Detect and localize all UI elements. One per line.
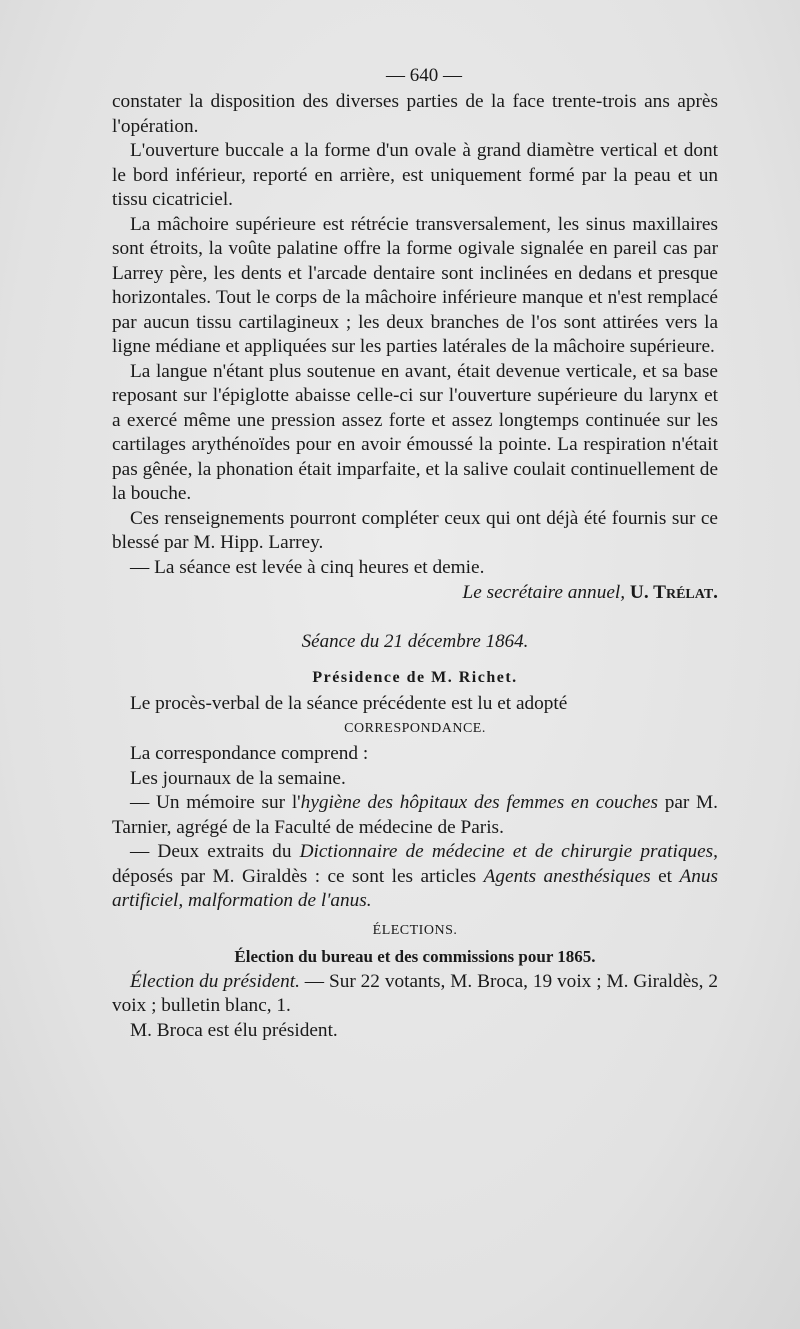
extraits-text-b: , déposés par M. Giraldès : ce sont les articles — [112, 841, 718, 887]
page-number: — 640 — — [386, 65, 462, 86]
seance-title: Séance du 21 décembre 1864. — [301, 630, 529, 652]
signature — [112, 581, 718, 606]
correspondance-heading: CORRESPONDANCE. — [344, 721, 486, 736]
paragraph-renseignements: Ces renseignements pourront compléter ceux qui ont déjà été fournis sur ce blessé par M. Hipp. Larrey. — [112, 507, 718, 553]
paragraph-continuation: constater la disposition des diverses parties de la face trente-trois ans après l'opération. — [112, 91, 718, 137]
extraits-article-2: Anus artificiel, malformation de l'anus. — [112, 865, 718, 911]
memoire-title: hygiène des hôpitaux des femmes en couches — [300, 792, 658, 813]
paragraph-machoire: La mâchoire supérieure est rétrécie transversalement, les sinus maxillaires sont étroits, la voûte palatine offre la forme ogivale signalée en pareil cas par Larrey père, les dents et l'arcade dentaire sont inclinées en dedans et presque horizontales. Tout le corps de la mâchoire inférieure manque et n'est remplacé par aucun tissu cartilagineux ; les deux branches de l'os sont attirées vers la ligne médiane et appliquées sur les parties latérales de la mâchoire supérieure. — [112, 213, 718, 357]
correspondance-memoire — [112, 791, 718, 840]
extraits-text-a: — Deux extraits du — [130, 841, 300, 862]
paragraph-ouverture-buccale: L'ouverture buccale a la forme d'un ovale à grand diamètre vertical et dont le bord inférieur, reporté en arrière, est uniquement formé par la peau et un tissu cicatriciel. — [112, 140, 718, 210]
elections-subheading: Élection du bureau et des commissions pour 1865. — [234, 946, 596, 966]
memoire-text-a: — Un mémoire sur l' — [130, 792, 301, 813]
election-president-label: Élection du président. — [130, 970, 300, 992]
paragraph-seance-levee: — La séance est levée à cinq heures et demie. — [130, 556, 485, 578]
paragraph-langue: La langue n'étant plus soutenue en avant, était devenue verticale, et sa base reposant sur l'épiglotte abaisse celle-ci sur l'ouverture supérieure du larynx et a exercé même une pression assez forte et assez longtemps continuée sur les cartilages arythénoïdes pour en avoir émoussé la pointe. La respiration n'était pas gênée, la phonation était imparfaite, et la salive coulait continuellement de la bouche. — [112, 360, 718, 504]
page-content — [112, 62, 718, 1043]
correspondance-extraits — [112, 840, 718, 914]
extraits-dictionary-title: Dictionnaire de médecine et de chirurgie pratiques — [299, 841, 714, 862]
paragraph-proces-verbal: Le procès-verbal de la séance précédente est lu et adopté — [130, 692, 568, 714]
election-result: M. Broca est élu président. — [130, 1019, 338, 1041]
signature-title: Le secrétaire annuel, — [462, 582, 626, 603]
elections-heading: ÉLECTIONS. — [372, 922, 458, 938]
signature-name: U. Trélat. — [629, 582, 718, 603]
correspondance-intro: La correspondance comprend : — [130, 743, 369, 764]
extraits-article-1: Agents anesthésiques — [483, 865, 651, 887]
extraits-text-c: et — [650, 865, 680, 887]
election-president — [112, 970, 718, 1019]
memoire-text-b: par M. Tarnier, agrégé de la Faculté de médecine de Paris. — [112, 792, 718, 838]
correspondance-journaux: Les journaux de la semaine. — [130, 767, 346, 789]
election-president-text: — Sur 22 votants, M. Broca, 19 voix ; M. Giraldès, 2 voix ; bulletin blanc, 1. — [112, 970, 718, 1016]
presidence-heading: Présidence de M. Richet. — [312, 668, 518, 686]
